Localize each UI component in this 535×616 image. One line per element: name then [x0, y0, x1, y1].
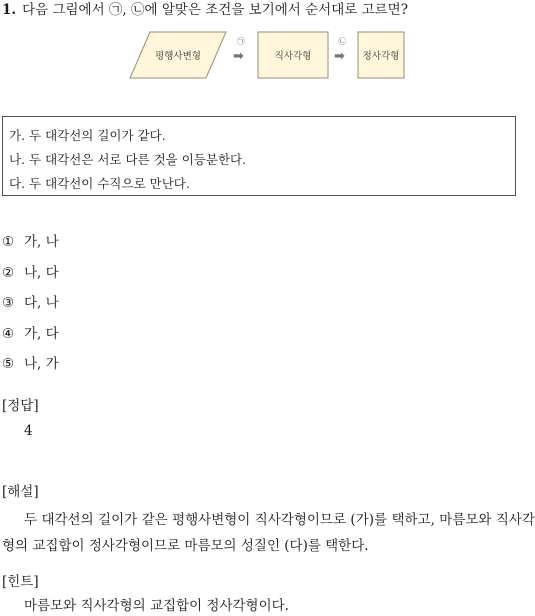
- condition-box: [2, 116, 516, 196]
- question-text: 다음 그림에서 ㉠, ㉡에 알맞은 조건을 보기에서 순서대로 고르면?: [22, 2, 408, 18]
- choice-text: 나, 다: [24, 264, 59, 281]
- choice-text: 나, 가: [24, 356, 59, 372]
- condition-ga: 가. 두 대각선의 길이가 같다.: [9, 128, 166, 143]
- arrow-right-icon: ➡: [334, 49, 345, 64]
- explanation-text: 두 대각선의 길이가 같은 평행사변형이 직사각형이므로 (가)를 택하고, 마름모와 직사각형의 교집합이 정사각형이므로 마름모의 성질인 (다)를 택한다.: [2, 512, 535, 554]
- choice-1[interactable]: [2, 229, 59, 260]
- choice-2[interactable]: [2, 260, 59, 291]
- choice-5[interactable]: [2, 351, 59, 382]
- choice-3[interactable]: [2, 290, 59, 321]
- choice-text: 다, 나: [24, 295, 59, 311]
- choice-4[interactable]: [2, 321, 59, 352]
- condition-na: 나. 두 대각선은 서로 다른 것을 이등분한다.: [9, 152, 247, 167]
- explanation-label: [해설]: [2, 484, 39, 500]
- choice-marker: ③: [2, 295, 15, 311]
- condition-da: 다. 두 대각선이 수직으로 만난다.: [9, 176, 190, 191]
- answer-value: 4: [24, 423, 33, 439]
- arrow-right-icon: ➡: [233, 49, 244, 64]
- parallelogram-label: 평행사변형: [155, 51, 201, 62]
- hint-label: [힌트]: [2, 574, 39, 590]
- mark-giyeok: ㉠: [237, 37, 245, 46]
- choice-marker: ④: [2, 325, 15, 342]
- mark-nieun: ㉡: [338, 37, 346, 46]
- square-label: 정사각형: [362, 51, 400, 62]
- choice-marker: ①: [2, 234, 15, 250]
- shape-diagram: [0, 28, 535, 82]
- hint-text: 마름모와 직사각형의 교집합이 정사각형이다.: [24, 598, 289, 614]
- answer-choices: [2, 229, 59, 382]
- choice-marker: ②: [2, 264, 15, 281]
- choice-text: 가, 다: [24, 325, 59, 342]
- answer-label: [정답]: [2, 398, 39, 414]
- rectangle-label: 직사각형: [274, 51, 312, 62]
- choice-marker: ⑤: [2, 356, 15, 372]
- question-number: 1.: [2, 2, 17, 18]
- choice-text: 가, 나: [24, 234, 59, 250]
- question-stem: [2, 0, 532, 20]
